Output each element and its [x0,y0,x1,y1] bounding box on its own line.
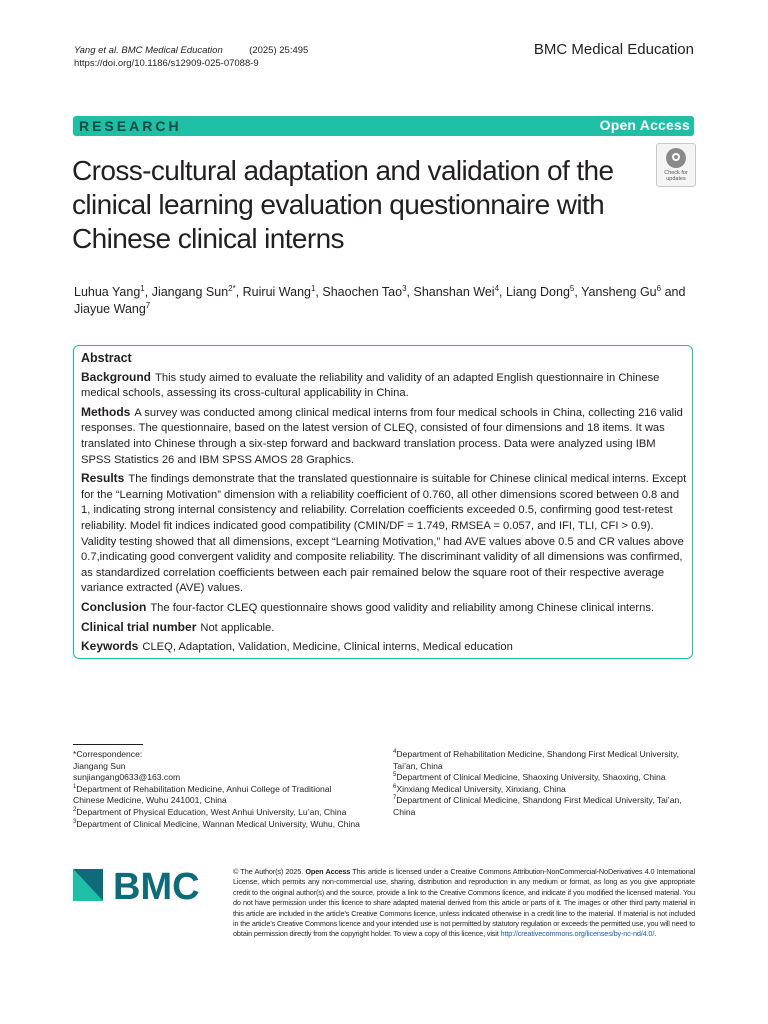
conclusion-text: The four-factor CLEQ questionnaire shows good validity and reliability among Chinese clinical interns. [150,601,655,614]
author-affiliation: 2* [228,283,236,293]
journal-name: BMC Medical Education [533,41,694,58]
author-name[interactable]: Ruirui Wang [242,285,311,299]
author-name[interactable]: Luhua Yang [74,285,141,299]
author-affiliation: 6 [656,283,662,293]
author-affiliation: 3 [402,283,407,293]
article-title: Cross-cultural adaptation and validation of the clinical learning evaluation questionnaire with Chinese clinical interns [72,155,614,254]
author-affiliation: 1 [310,283,316,293]
author-affiliation: 5 [569,283,575,293]
check-for-updates-button[interactable] [656,143,696,187]
author-affiliation: 1 [140,283,145,293]
abstract [81,351,687,659]
trial-label: Clinical trial number [81,619,197,634]
open-access-label: Open Access [599,117,690,133]
logo-text: BMC [113,866,200,905]
license-open-access: Open Access [305,867,351,876]
license-link[interactable]: http://creativecommons.org/licenses/by-nc-nd/4.0/ [500,929,655,939]
affiliation-1: $^1$Department of Rehabilitation Medicine, Anhui College of Traditional Chinese Medicine, Wuhu 241001, China [73,783,332,806]
affiliation-5: $^5$Department of Clinical Medicine, Shaoxing University, Shaoxing, China [393,772,666,783]
affiliation-6: $^6$Xinxiang Medical University, Xinxiang, China [393,783,566,794]
check-updates-icon [666,148,686,168]
check-updates-line2: updates [666,176,686,182]
results-label: Results [81,471,125,486]
abstract-heading: Abstract [81,351,132,365]
affiliation-2: $^2$Department of Physical Education, West Anhui University, Lu’an, China [73,806,347,817]
abstract-conclusion [81,600,687,617]
methods-label: Methods [81,404,131,419]
license-text: © The Author(s) 2025. Open Access This article is licensed under a Creative Commons Attribution-NonCommercial-NoDerivatives 4.0 International License, which permits any non-commercial use, sharing, distribution and reproduction in any medium or format, as long as you give appropriate credit to the original author(s) and the source, provide a link to the Creative Commons licence, and indicate if you modified the licensed material. You do not have permission under this licence to share adapted material derived from this article or parts of it. The images or other third party material in this article are included in the article’s Creative Commons licence, unless indicated otherwise in a credit line to the material. If material is not included in the article’s Creative Commons licence and your intended use is not permitted by statutory regulation or exceeds the permitted use, you will need to obtain permission directly from the copyright holder. To view a copy of this licence, visit http://creativecommons.org/licenses/by-nc-nd/4.0/. [233,867,695,939]
keywords-text: CLEQ, Adaptation, Validation, Medicine, Clinical interns, Medical education [142,641,513,654]
citation [74,44,308,70]
license-body: This article is licensed under a Creative Commons Attribution-NonCommercial-NoDerivatives 4.0 International License, which permits any non-commercial use, sharing, distribution and reproduction in any medium or format, as long as you give appropriate credit to the original author(s) and the source, provide a link to the Creative Commons licence, and indicate if you modified the licensed material. You do not have permission under this licence to share adapted material derived from this article or parts of it. The images or other third party material in this article are included in the article’s Creative Commons licence, unless indicated otherwise in a credit line to the material. If material is not included in the article’s Creative Commons licence and your intended use is not permitted by statutory regulation or exceeds the permitted use, you will need to obtain permission directly from the copyright holder. To view a copy of this licence, visit [233,867,695,939]
affiliation-3: $^3$Department of Clinical Medicine, Wannan Medical University, Wuhu, China [73,818,360,829]
article-type-banner [73,116,694,136]
author-name[interactable]: Shaochen Tao [322,285,403,299]
author-affiliation: 4 [494,283,500,293]
author-name[interactable]: Shanshan Wei [413,285,495,299]
author-list: Luhua Yang$^1$, Jiangang Sun$^{2*}$, Ruirui Wang$^1$, Shaochen Tao$^3$, Shanshan Wei$^4$, Liang Dong$^5$, Yansheng Gu$^6$ and Jiayue Wang$^7$ [74,283,686,316]
results-text: The findings demonstrate that the translated questionnaire is suitable for Chinese clinical medical interns. Except for the “Learning Motivation” dimension with a reliability coefficient of 0.760, all other dimensions scored between 0.8 and 1, indicating strong internal consistency and reliability. Correlation coefficients exceeded 0.5, confirming good test-retest reliability. Model fit indices indicated good compatibility (CMIN/DF = 1.749, RMSEA = 0.057, and IFI, TLI, CFI > 0.9). Validity testing showed that all dimensions, except “Learning Motivation,” had AVE values above 0.5 and CR values above 0.7,indicating good convergent validity and composite reliability. The discriminant validity of all dimensions was confirmed, as standardized correlation coefficients between each pair remained below the square root of their respective average variance extracted (AVE) values. [81,473,687,595]
keywords-label: Keywords [81,639,139,654]
footnote-divider [73,744,143,745]
check-updates-line1: Check for [664,170,688,176]
conclusion-label: Conclusion [81,599,147,614]
abstract-methods [81,405,687,468]
author-name[interactable]: Jiayue Wang [74,302,146,316]
author-name[interactable]: Yansheng Gu [581,285,657,299]
affiliation-7: $^7$Department of Clinical Medicine, Shandong First Medical University, Tai’an, China [393,795,682,817]
abstract-keywords [81,639,687,656]
abstract-results [81,471,687,597]
background-text: This study aimed to evaluate the reliability and validity of an adapted English questionnaire in Chinese medical schools, assessing its cross-cultural applicability in China. [81,371,660,400]
author-name[interactable]: Liang Dong [505,285,570,299]
methods-text: A survey was conducted among clinical medical interns from four medical schools in China, collecting 216 valid responses. The questionnaire, based on the latest version of CLEQ, consisted of four dimensions and 18 items. It was translated into Chinese through a six-step forward and backward translation process. Data were analyzed using IBM SPSS Statistics 26 and IBM SPSS AMOS 28 Graphics. [81,406,683,466]
footnotes-left [73,749,363,830]
correspondence-email[interactable]: sunjiangang0633@163.com [73,772,181,783]
background-label: Background [81,369,152,384]
correspondence-label: *Correspondence: [73,749,143,759]
doi-link[interactable]: https://doi.org/10.1186/s12909-025-07088-9 [74,58,259,69]
author-name[interactable]: Jiangang Sun [151,285,229,299]
citation-journal: BMC Medical Education [121,45,223,56]
author-affiliation: 7 [145,300,151,310]
abstract-background [81,370,687,402]
footnotes-right [393,749,693,819]
citation-year-volume: (2025) 25:495 [249,45,309,56]
section-label: RESEARCH [79,118,182,134]
bmc-logo [73,865,215,905]
trial-text: Not applicable. [200,621,275,634]
correspondence-name: Jiangang Sun [73,760,126,771]
affiliation-4: $^4$Department of Rehabilitation Medicine, Shandong First Medical University, Tai’an, China [393,749,679,771]
citation-authors: Yang et al. [74,45,119,56]
abstract-trial [81,620,687,637]
